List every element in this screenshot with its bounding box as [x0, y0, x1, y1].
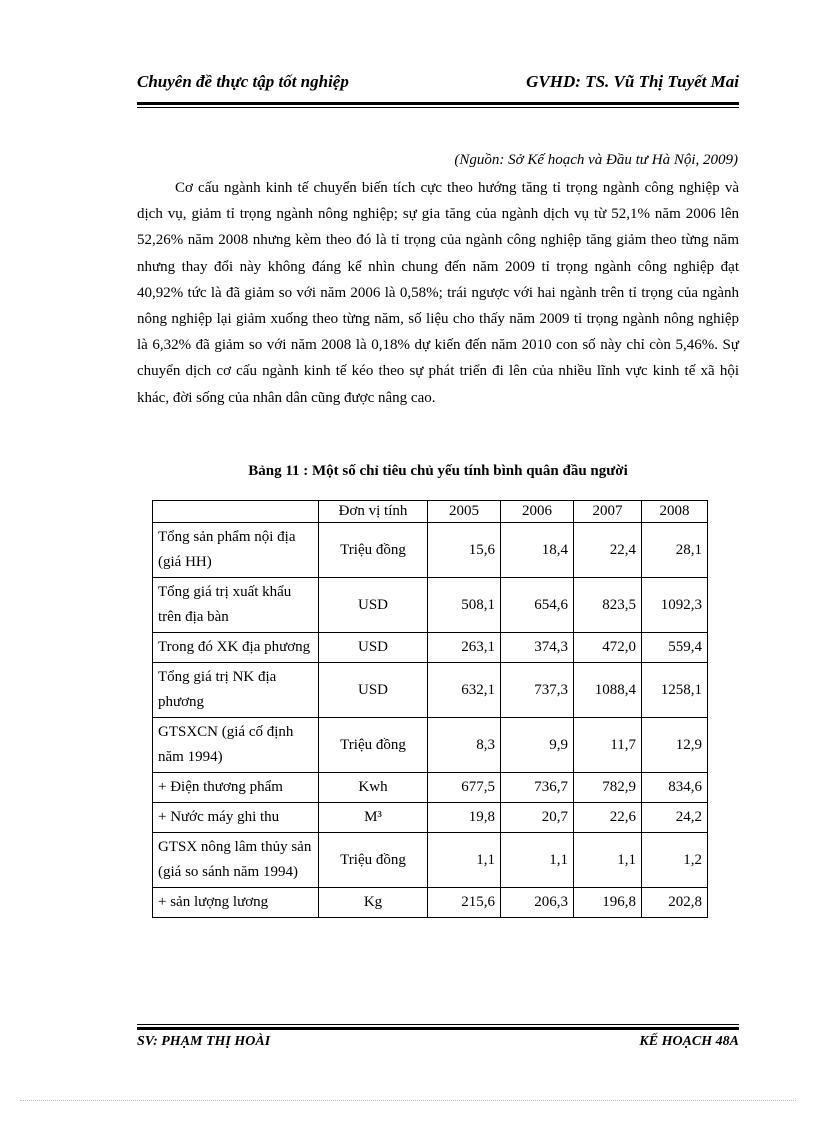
row-value: 782,9 — [574, 773, 642, 803]
row-value: 15,6 — [428, 523, 501, 578]
row-unit: Kg — [319, 888, 428, 918]
row-value: 374,3 — [501, 633, 574, 663]
header-rule-thick — [137, 102, 739, 105]
header-blank-cell — [153, 501, 319, 523]
row-value: 834,6 — [642, 773, 708, 803]
source-note: (Nguồn: Sở Kế hoạch và Đầu tư Hà Nội, 2009) — [454, 152, 738, 168]
row-value: 1258,1 — [642, 663, 708, 718]
indicator-table — [152, 500, 708, 918]
row-unit: Triệu đồng — [319, 833, 428, 888]
header-rule-thin — [137, 107, 739, 108]
row-value: 196,8 — [574, 888, 642, 918]
row-value: 632,1 — [428, 663, 501, 718]
row-value: 1,1 — [501, 833, 574, 888]
row-value: 1092,3 — [642, 578, 708, 633]
row-value: 654,6 — [501, 578, 574, 633]
table-caption: Bảng 11 : Một số chỉ tiêu chủ yếu tính bình quân đầu người — [248, 463, 628, 479]
row-label: Tổng sản phẩm nội địa (giá HH) — [153, 523, 319, 578]
table-row — [153, 523, 708, 578]
row-value: 11,7 — [574, 718, 642, 773]
row-label: GTSX nông lâm thủy sản (giá so sánh năm 1994) — [153, 833, 319, 888]
header-year-cell: 2006 — [501, 501, 574, 523]
row-unit: USD — [319, 633, 428, 663]
page-header — [137, 72, 739, 98]
row-unit: Triệu đồng — [319, 718, 428, 773]
row-unit: Kwh — [319, 773, 428, 803]
row-value: 677,5 — [428, 773, 501, 803]
header-year-cell: 2007 — [574, 501, 642, 523]
row-label: Tổng giá trị xuất khẩu trên địa bàn — [153, 578, 319, 633]
table-row — [153, 578, 708, 633]
row-unit: Triệu đồng — [319, 523, 428, 578]
row-value: 206,3 — [501, 888, 574, 918]
table-row — [153, 888, 708, 918]
row-label: + Nước máy ghi thu — [153, 803, 319, 833]
page-bottom-divider — [20, 1100, 796, 1101]
row-value: 28,1 — [642, 523, 708, 578]
table-row — [153, 633, 708, 663]
header-year-cell: 2008 — [642, 501, 708, 523]
row-label: GTSXCN (giá cố định năm 1994) — [153, 718, 319, 773]
row-value: 737,3 — [501, 663, 574, 718]
row-value: 472,0 — [574, 633, 642, 663]
row-value: 24,2 — [642, 803, 708, 833]
row-value: 8,3 — [428, 718, 501, 773]
table-row — [153, 833, 708, 888]
row-value: 215,6 — [428, 888, 501, 918]
row-value: 18,4 — [501, 523, 574, 578]
row-value: 19,8 — [428, 803, 501, 833]
row-value: 22,4 — [574, 523, 642, 578]
header-supervisor: GVHD: TS. Vũ Thị Tuyết Mai — [526, 72, 739, 91]
row-value: 1,2 — [642, 833, 708, 888]
row-value: 1,1 — [574, 833, 642, 888]
row-value: 20,7 — [501, 803, 574, 833]
table-row — [153, 663, 708, 718]
header-year-cell: 2005 — [428, 501, 501, 523]
table-row — [153, 773, 708, 803]
row-value: 263,1 — [428, 633, 501, 663]
footer-rule-thin — [137, 1024, 739, 1025]
row-value: 9,9 — [501, 718, 574, 773]
page-footer — [137, 1034, 739, 1056]
body-paragraph: Cơ cấu ngành kinh tế chuyển biến tích cực theo hướng tăng tỉ trọng ngành công nghiệp và dịch vụ, giảm tỉ trọng ngành nông nghiệp; sự gia tăng của ngành dịch vụ từ 52,1% năm 2006 lên 52,26% năm 2008 nhưng kèm theo đó là tỉ trọng của ngành công nghiệp tăng giảm theo từng năm nhưng thay đổi này không đáng kể nhìn chung đến năm 2009 tỉ trọng ngành công nghiệp đạt 40,92% tức là đã giảm so với năm 2006 là 0,58%; trái ngược với hai ngành trên tỉ trọng của ngành nông nghiệp lại giảm xuống theo từng năm, số liệu cho thấy năm 2009 tỉ trọng ngành nông nghiệp là 6,32% đã giảm so với năm 2008 là 0,18% dự kiến đến năm 2010 con số này chỉ còn 5,46%. Sự chuyển dịch cơ cấu ngành kinh tế kéo theo sự phát triển đi lên của nhiều lĩnh vực kinh tế xã hội khác, đời sống của nhân dân cũng được nâng cao. — [137, 180, 739, 406]
row-value: 1,1 — [428, 833, 501, 888]
row-value: 736,7 — [501, 773, 574, 803]
header-title: Chuyên đề thực tập tốt nghiệp — [137, 72, 349, 91]
row-value: 823,5 — [574, 578, 642, 633]
row-value: 202,8 — [642, 888, 708, 918]
row-label: Tổng giá trị NK địa phương — [153, 663, 319, 718]
row-value: 559,4 — [642, 633, 708, 663]
row-label: + Điện thương phẩm — [153, 773, 319, 803]
row-unit: USD — [319, 663, 428, 718]
row-value: 1088,4 — [574, 663, 642, 718]
row-value: 12,9 — [642, 718, 708, 773]
row-label: + sản lượng lương — [153, 888, 319, 918]
row-value: 22,6 — [574, 803, 642, 833]
table-header-row — [153, 501, 708, 523]
table-row — [153, 803, 708, 833]
row-unit: USD — [319, 578, 428, 633]
footer-rule-thick — [137, 1027, 739, 1030]
table-row — [153, 718, 708, 773]
header-unit-cell: Đơn vị tính — [319, 501, 428, 523]
footer-class: KẾ HOẠCH 48A — [639, 1034, 739, 1049]
row-unit: M³ — [319, 803, 428, 833]
footer-student: SV: PHẠM THỊ HOÀI — [137, 1034, 271, 1049]
row-value: 508,1 — [428, 578, 501, 633]
row-label: Trong đó XK địa phương — [153, 633, 319, 663]
